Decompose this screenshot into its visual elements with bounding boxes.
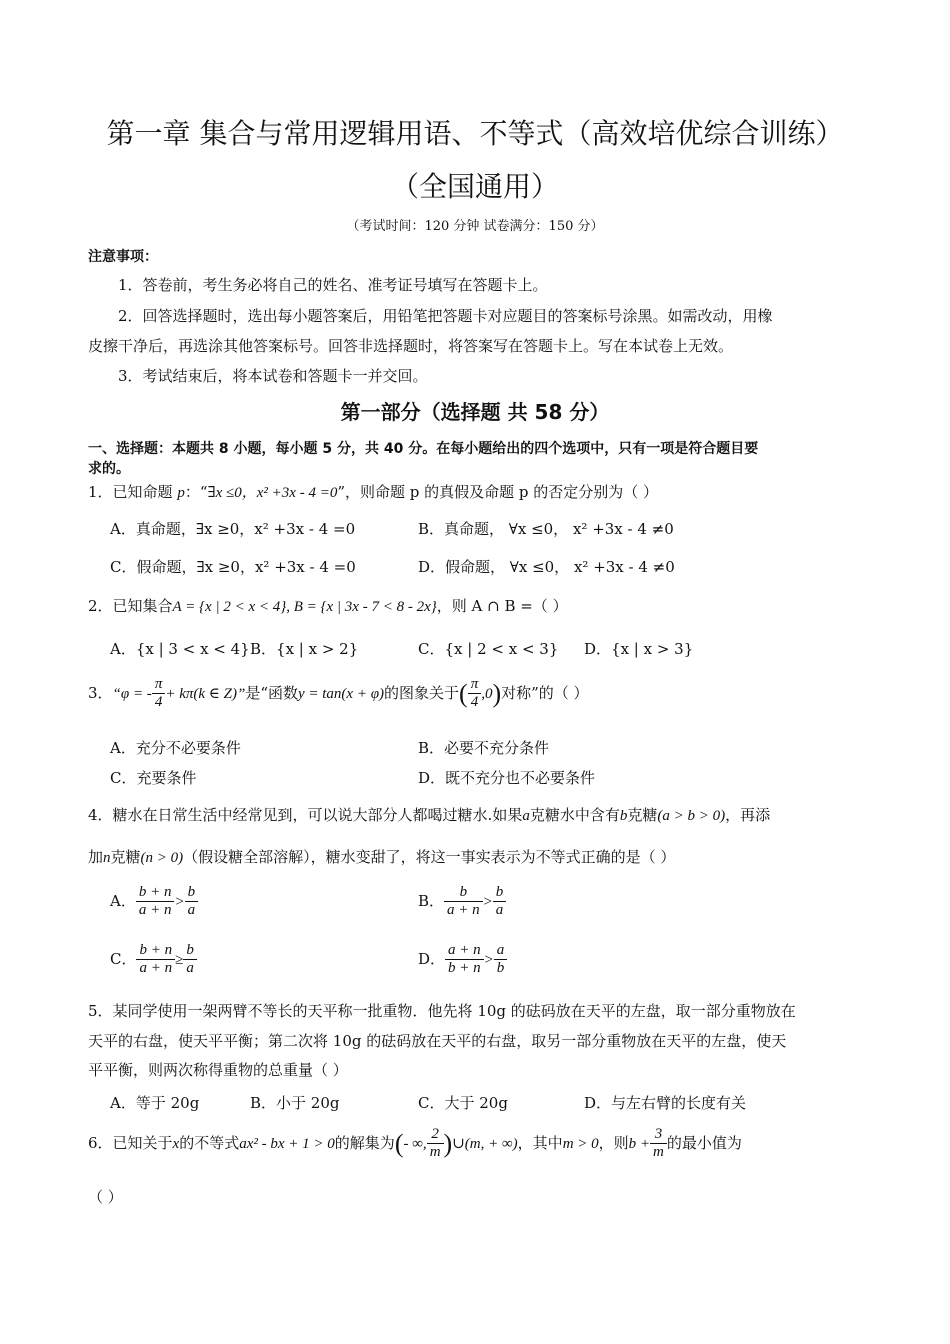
- question-6-stem: 6．已知关于x的不等式ax² - bx + 1 > 0的解集为(- ∞, $\frac{2}{m}$ )∪(m, + ∞)，其中m > 0，则b + $\frac{3}{m}$ 的最小值为: [88, 1126, 742, 1161]
- question-1-stem: 1．已知命题 p：“∃x ≤0，x² +3x - 4 =0”，则命题 p 的真假及命题 p 的否定分别为（ ）: [88, 483, 659, 501]
- question-1-option-b[interactable]: B．真命题， ∀x ≤0， x² +3x - 4 ≠0: [418, 520, 674, 538]
- question-2-option-a[interactable]: A．{x | 3 < x < 4}: [110, 640, 250, 658]
- section-intro: 一、选择题：本题共 8 小题，每小题 5 分，共 40 分。在每小题给出的四个选项中，只有一项是符合题目要: [88, 441, 759, 457]
- question-5-stem: 5．某同学使用一架两臂不等长的天平称一批重物．他先将 10g 的砝码放在天平的左盘，取一部分重物放在: [88, 1002, 796, 1020]
- question-5-stem-cont-1: 天平的右盘，使天平平衡；第二次将 10g 的砝码放在天平的右盘，取另一部分重物放在天平的左盘，使天: [88, 1032, 787, 1050]
- question-1-option-d[interactable]: D．假命题， ∀x ≤0， x² +3x - 4 ≠0: [418, 558, 675, 576]
- section-intro-cont: 求的。: [88, 461, 130, 477]
- question-5-option-b[interactable]: B．小于 20g: [250, 1094, 340, 1112]
- question-2-option-c[interactable]: C．{x | 2 < x < 3}: [418, 640, 559, 658]
- question-5-option-a[interactable]: A．等于 20g: [110, 1094, 200, 1112]
- question-2-option-b[interactable]: B．{x | x > 2}: [250, 640, 359, 658]
- exam-info: （考试时间：120 分钟 试卷满分：150 分）: [346, 219, 604, 234]
- question-4-stem: 4．糖水在日常生活中经常见到，可以说大部分人都喝过糖水.如果a克糖水中含有b克糖(a > b > 0)，再添: [88, 806, 771, 824]
- question-4-option-a[interactable]: A． $\frac{b + n}{a + n}$ > $\frac{b}{a}$: [110, 884, 198, 920]
- page-subtitle: （全国通用）: [390, 170, 559, 203]
- question-3-option-b[interactable]: B．必要不充分条件: [418, 739, 550, 757]
- question-4-option-d[interactable]: D． $\frac{a + n}{b + n}$ > $\frac{a}{b}$: [418, 942, 507, 978]
- question-3-option-d[interactable]: D．既不充分也不必要条件: [418, 769, 596, 787]
- page-title: 第一章 集合与常用逻辑用语、不等式（高效培优综合训练）: [106, 117, 844, 150]
- question-6-answer-paren: （ ）: [88, 1188, 123, 1206]
- notice-item-3: 3．考试结束后，将本试卷和答题卡一并交回。: [118, 367, 428, 385]
- question-3-option-a[interactable]: A．充分不必要条件: [110, 739, 241, 757]
- question-1-option-c[interactable]: C．假命题，∃x ≥0，x² +3x - 4 =0: [110, 558, 356, 576]
- question-4-option-b[interactable]: B． $\frac{b}{a + n}$ > $\frac{b}{a}$: [418, 884, 506, 920]
- question-2-option-d[interactable]: D．{x | x > 3}: [584, 640, 694, 658]
- question-4-stem-cont: 加n克糖(n > 0)（假设糖全部溶解），糖水变甜了，将这一事实表示为不等式正确的是（ ）: [88, 848, 676, 866]
- notice-item-2-cont: 皮擦干净后，再选涂其他答案标号。回答非选择题时，将答案写在答题卡上。写在本试卷上无效。: [88, 337, 734, 355]
- question-3-stem: 3．“φ = - $\frac{\pi}{4}$ + kπ(k ∈ Z)”是“函数y = tan(x + φ)的图象关于( $\frac{\pi}{4}$ ,0)对称”的（ ）: [88, 676, 589, 711]
- part-title: 第一部分（选择题 共 58 分）: [340, 400, 610, 424]
- notice-item-1: 1．答卷前，考生务必将自己的姓名、准考证号填写在答题卡上。: [118, 276, 548, 294]
- notice-item-2: 2．回答选择题时，选出每小题答案后，用铅笔把答题卡对应题目的答案标号涂黑。如需改动，用橡: [118, 307, 773, 325]
- question-5-option-c[interactable]: C．大于 20g: [418, 1094, 508, 1112]
- notice-heading: 注意事项：: [88, 249, 158, 265]
- question-5-option-d[interactable]: D．与左右臂的长度有关: [584, 1094, 747, 1112]
- question-4-option-c[interactable]: C． $\frac{b + n}{a + n}$ ≥ $\frac{b}{a}$: [110, 942, 197, 978]
- question-3-option-c[interactable]: C．充要条件: [110, 769, 197, 787]
- question-1-option-a[interactable]: A．真命题，∃x ≥0，x² +3x - 4 =0: [110, 520, 356, 538]
- question-5-stem-cont-2: 平平衡，则两次称得重物的总重量（ ）: [88, 1061, 348, 1079]
- question-2-stem: 2．已知集合A = {x | 2 < x < 4}, B = {x | 3x - 7 < 8 - 2x}，则 A ∩ B =（ ）: [88, 597, 568, 615]
